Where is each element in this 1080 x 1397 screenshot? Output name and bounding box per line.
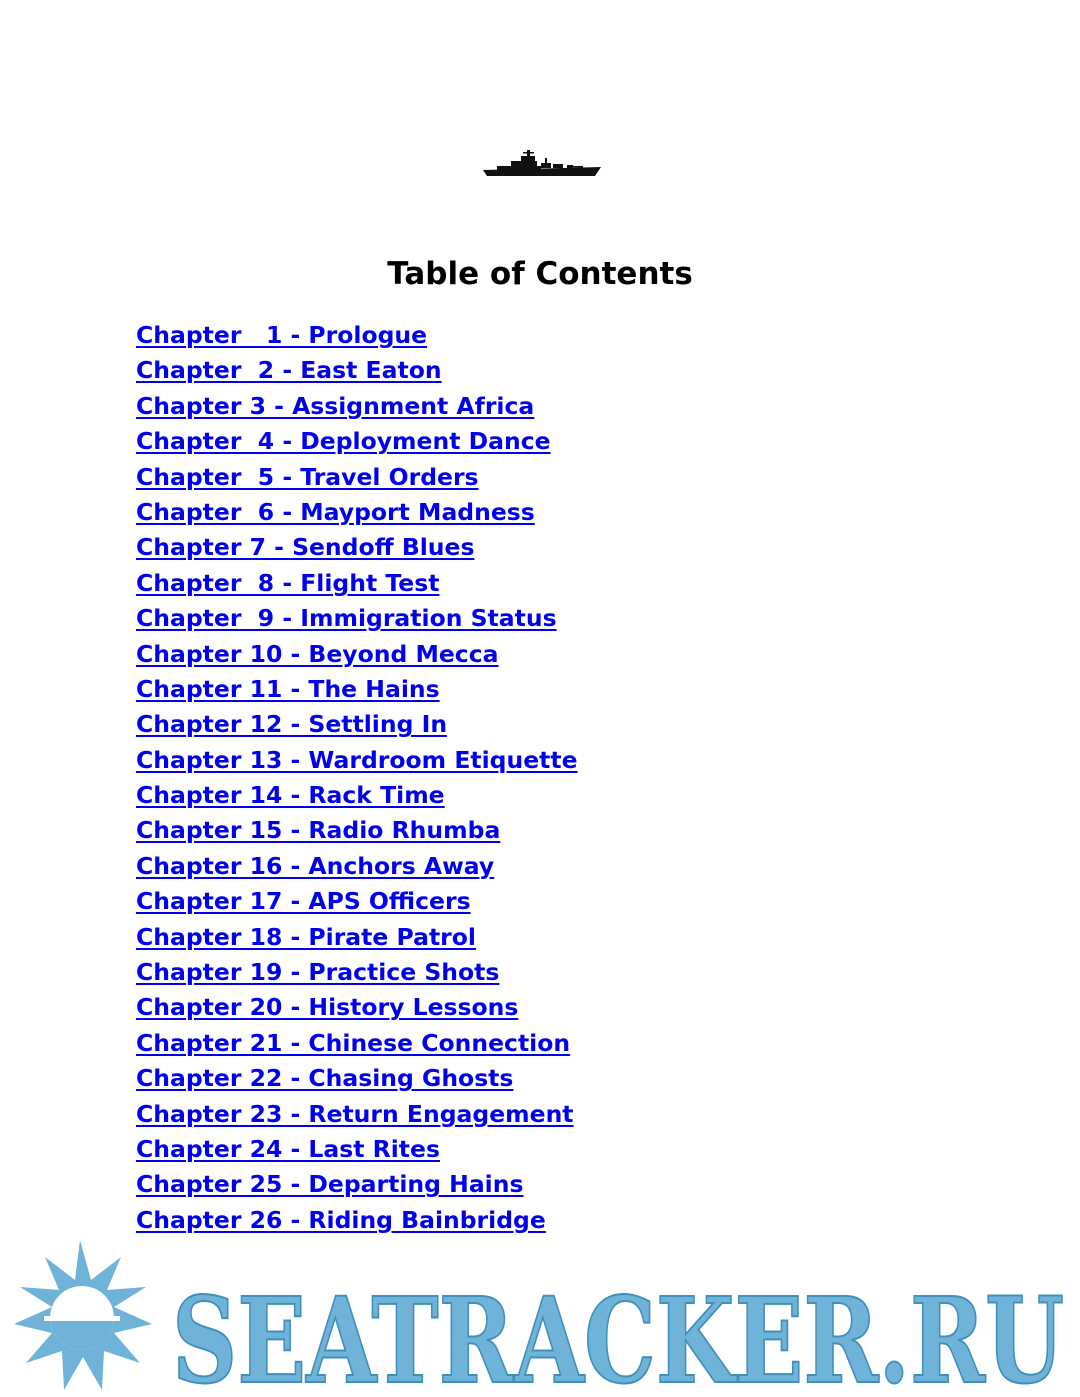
list-item <box>136 955 578 990</box>
list-item <box>136 884 578 919</box>
chapter-link-21[interactable]: Chapter 21 - Chinese Connection <box>136 1028 571 1057</box>
list-item <box>136 743 578 778</box>
chapter-link-26[interactable]: Chapter 26 - Riding Bainbridge <box>136 1205 546 1234</box>
list-item <box>136 530 578 565</box>
list-item <box>136 601 578 636</box>
ship-icon <box>483 146 601 180</box>
list-item <box>136 353 578 388</box>
chapter-link-15[interactable]: Chapter 15 - Radio Rhumba <box>136 816 501 845</box>
chapter-link-4[interactable]: Chapter 4 - Deployment Dance <box>136 427 551 456</box>
table-of-contents <box>136 318 578 1238</box>
watermark <box>0 1232 1080 1397</box>
chapter-link-25[interactable]: Chapter 25 - Departing Hains <box>136 1170 524 1199</box>
chapter-link-7[interactable]: Chapter 7 - Sendoff Blues <box>136 533 475 562</box>
list-item <box>136 460 578 495</box>
list-item <box>136 672 578 707</box>
list-item <box>136 990 578 1025</box>
chapter-link-17[interactable]: Chapter 17 - APS Officers <box>136 887 471 916</box>
chapter-link-23[interactable]: Chapter 23 - Return Engagement <box>136 1099 574 1128</box>
chapter-link-18[interactable]: Chapter 18 - Pirate Patrol <box>136 922 476 951</box>
chapter-link-2[interactable]: Chapter 2 - East Eaton <box>136 356 442 385</box>
list-item <box>136 495 578 530</box>
chapter-link-1[interactable]: Chapter 1 - Prologue <box>136 321 428 349</box>
chapter-link-19[interactable]: Chapter 19 - Practice Shots <box>136 958 500 987</box>
sun-icon <box>14 1240 152 1390</box>
chapter-link-20[interactable]: Chapter 20 - History Lessons <box>136 993 519 1022</box>
list-item <box>136 1026 578 1061</box>
chapter-link-14[interactable]: Chapter 14 - Rack Time <box>136 781 445 810</box>
chapter-link-24[interactable]: Chapter 24 - Last Rites <box>136 1134 440 1163</box>
list-item <box>136 1167 578 1202</box>
chapter-link-5[interactable]: Chapter 5 - Travel Orders <box>136 462 479 491</box>
list-item <box>136 1061 578 1096</box>
list-item <box>136 1097 578 1132</box>
list-item <box>136 318 578 353</box>
list-item <box>136 637 578 672</box>
chapter-link-3[interactable]: Chapter 3 - Assignment Africa <box>136 391 535 420</box>
list-item <box>136 566 578 601</box>
list-item <box>136 920 578 955</box>
list-item <box>136 424 578 459</box>
chapter-link-16[interactable]: Chapter 16 - Anchors Away <box>136 851 495 880</box>
list-item <box>136 389 578 424</box>
chapter-link-6[interactable]: Chapter 6 - Mayport Madness <box>136 497 535 526</box>
list-item <box>136 849 578 884</box>
list-item <box>136 1132 578 1167</box>
chapter-link-12[interactable]: Chapter 12 - Settling In <box>136 710 448 739</box>
watermark-text: SEATRACKER.RU <box>172 1271 1064 1397</box>
chapter-link-11[interactable]: Chapter 11 - The Hains <box>136 674 440 703</box>
list-item <box>136 707 578 742</box>
chapter-link-13[interactable]: Chapter 13 - Wardroom Etiquette <box>136 745 578 774</box>
chapter-link-9[interactable]: Chapter 9 - Immigration Status <box>136 604 557 633</box>
chapter-link-22[interactable]: Chapter 22 - Chasing Ghosts <box>136 1064 514 1093</box>
page-title: Table of Contents <box>387 256 693 292</box>
list-item <box>136 778 578 813</box>
chapter-link-8[interactable]: Chapter 8 - Flight Test <box>136 568 440 597</box>
chapter-link-10[interactable]: Chapter 10 - Beyond Mecca <box>136 639 499 668</box>
list-item <box>136 813 578 848</box>
